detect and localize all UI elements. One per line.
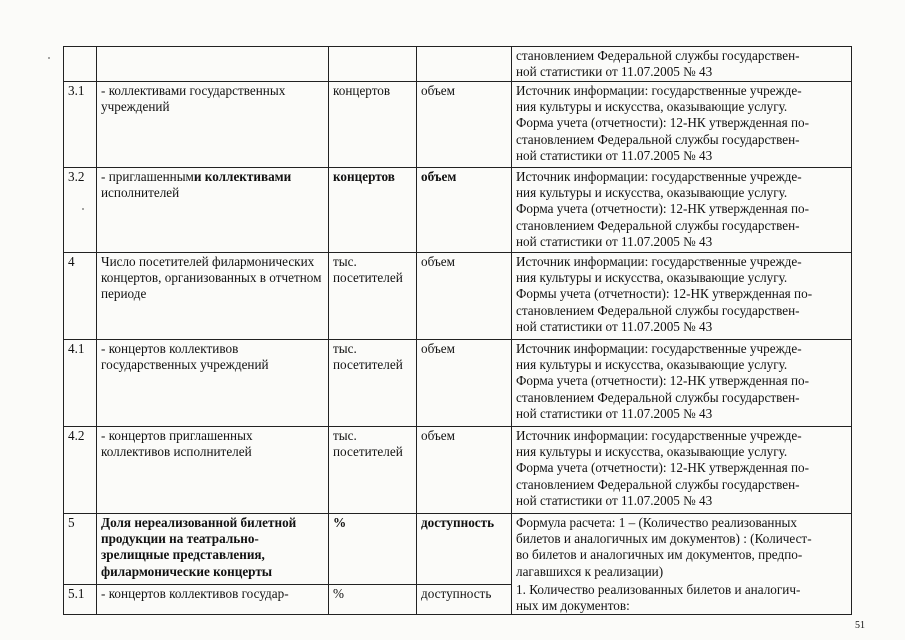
indicator-type: объем bbox=[417, 168, 512, 253]
unit: тыс. посетителей bbox=[329, 340, 417, 427]
row-number: 4.1 bbox=[64, 340, 97, 427]
source-info: становлением Федеральной службы государствен- ной статистики от 11.07.2005 № 43 bbox=[512, 47, 852, 82]
table-row bbox=[64, 427, 852, 514]
indicator-name: - концертов коллективов государ- bbox=[97, 584, 329, 614]
indicator-type bbox=[417, 47, 512, 82]
unit: концертов bbox=[329, 168, 417, 253]
indicator-name: Число посетителей филармонических концертов, организованных в отчетном периоде bbox=[97, 253, 329, 340]
page-bottom-mask bbox=[0, 628, 905, 640]
row-number bbox=[64, 47, 97, 82]
table-row bbox=[64, 514, 852, 585]
source-info: Источник информации: государственные учрежде- ния культуры и искусства, оказывающие услугу. Форма учета (отчетности): 12-НК утвержденная по- становлением Федеральной службы государствен- ной статистики от 11.07.2005 № 43 bbox=[512, 168, 852, 253]
row-number: 5.1 bbox=[64, 584, 97, 614]
unit: тыс. посетителей bbox=[329, 427, 417, 514]
unit: тыс. посетителей bbox=[329, 253, 417, 340]
indicator-name bbox=[97, 47, 329, 82]
indicator-name: Доля нереализованной билетной продукции на театрально-зрелищные представления, филармонические концерты bbox=[97, 514, 329, 585]
row-number: 3.1 bbox=[64, 82, 97, 168]
indicator-name: - концертов коллективов государственных учреждений bbox=[97, 340, 329, 427]
source-info: Источник информации: государственные учрежде- ния культуры и искусства, оказывающие услугу. Форма учета (отчетности): 12-НК утвержденная по- становлением Федеральной службы государствен- ной статистики от 11.07.2005 № 43 bbox=[512, 340, 852, 427]
indicator-name: - приглашенными коллективами исполнителей bbox=[97, 168, 329, 253]
source-info: Формула расчета: 1 – (Количество реализованных билетов и аналогичных им документов) : (Количест- во билетов и аналогичных им документов, предпо- лагавшихся к реализации) 1. Количество реализованных билетов и аналогич- ных им документов: bbox=[512, 514, 852, 615]
indicator-table bbox=[63, 46, 852, 615]
unit: концертов bbox=[329, 82, 417, 168]
table-row bbox=[64, 340, 852, 427]
indicator-type: объем bbox=[417, 253, 512, 340]
indicator-type: доступность bbox=[417, 514, 512, 585]
indicator-name: - коллективами государственных учреждений bbox=[97, 82, 329, 168]
source-info: Источник информации: государственные учрежде- ния культуры и искусства, оказывающие услугу. Форма учета (отчетности): 12-НК утвержденная по- становлением Федеральной службы государствен- ной статистики от 11.07.2005 № 43 bbox=[512, 82, 852, 168]
indicator-name: - концертов приглашенных коллективов исполнителей bbox=[97, 427, 329, 514]
indicator-type: объем bbox=[417, 340, 512, 427]
row-number: 3.2 bbox=[64, 168, 97, 253]
table-row bbox=[64, 253, 852, 340]
page-number: 51 bbox=[855, 620, 865, 631]
indicator-type: объем bbox=[417, 82, 512, 168]
scan-speck bbox=[48, 57, 50, 59]
row-number: 5 bbox=[64, 514, 97, 585]
row-number: 4.2 bbox=[64, 427, 97, 514]
unit: % bbox=[329, 584, 417, 614]
scan-speck bbox=[82, 208, 84, 210]
indicator-type: доступность bbox=[417, 584, 512, 614]
source-info: Источник информации: государственные учрежде- ния культуры и искусства, оказывающие услугу. Форма учета (отчетности): 12-НК утвержденная по- становлением Федеральной службы государствен- ной статистики от 11.07.2005 № 43 bbox=[512, 427, 852, 514]
table-row bbox=[64, 82, 852, 168]
table-row bbox=[64, 47, 852, 82]
table-row bbox=[64, 168, 852, 253]
unit: % bbox=[329, 514, 417, 585]
row-number: 4 bbox=[64, 253, 97, 340]
source-info: Источник информации: государственные учрежде- ния культуры и искусства, оказывающие услугу. Формы учета (отчетности): 12-НК утвержденная по- становлением Федеральной службы государствен- ной статистики от 11.07.2005 № 43 bbox=[512, 253, 852, 340]
indicator-type: объем bbox=[417, 427, 512, 514]
unit bbox=[329, 47, 417, 82]
